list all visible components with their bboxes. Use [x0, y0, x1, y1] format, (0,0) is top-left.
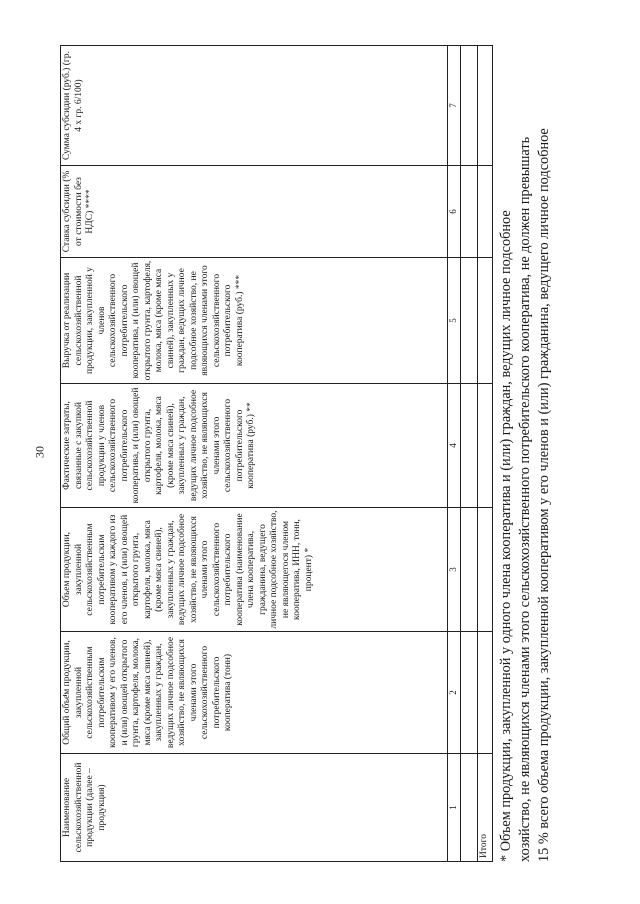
empty-cell: [461, 754, 478, 862]
rotated-content-inner: [60, 42, 580, 862]
empty-cell: [478, 166, 493, 258]
column-number: 1: [448, 754, 461, 862]
subsidy-table: [60, 45, 493, 862]
rotated-content: [60, 42, 580, 862]
header-cell-3: Объем продукции, закупленной сельскохозяйственным потребительским кооперативом у каждого из его членов, и (или) овощей открытого грунта, картофеля, молока, мяса (кроме мяса свиней), закупленных у граждан, ведущих личное подсобное хозяйство, не являющихся членами этого сельскохозяйственного потребительского кооператива (наименование члена кооператива, гражданина, ведущего личное подсобное хозяйство, не являющегося членом кооператива, ИНН, тонн, процент) *: [61, 508, 448, 632]
header-cell-5: Выручка от реализации сельскохозяйственной продукции, закупленной у членов сельскохозяйственного потребительского кооператива, и (или) овощей открытого грунта, картофеля, молока, мяса (кроме мяса свиней), закупленных у граждан, ведущих личное подсобное хозяйство, не являющихся членами этого сельскохозяйственного потребительского кооператива (руб.) ***: [61, 258, 448, 384]
column-number: 7: [448, 46, 461, 166]
empty-cell: [461, 508, 478, 632]
column-number: 5: [448, 258, 461, 384]
empty-cell: [461, 258, 478, 384]
header-cell-4: Фактические затраты, связанные с закупкой сельскохозяйственной продукции у членов сельскохозяйственного потребительского кооператива, и (или) овощей открытого грунта, картофеля, молока, мяса (кроме мяса свиней), закупленных у граждан, ведущих личное подсобное хозяйство, не являющихся членами этого сельскохозяйственного потребительского кооператива (руб.) **: [61, 384, 448, 508]
header-cell-1: Наименование сельскохозяйственной продукции (далее – продукция): [61, 754, 448, 862]
footnote-line-2: хозяйство, не являющихся членами этого сельскохозяйственного потребительского кооператива, не должен превышать: [517, 136, 533, 862]
empty-cell: [461, 384, 478, 508]
table-data-row: [461, 46, 478, 862]
column-number-row: [448, 46, 461, 862]
page-number: 30: [32, 446, 47, 458]
table-header-row: [61, 46, 448, 862]
table-total-row: [478, 46, 493, 862]
empty-cell: [478, 508, 493, 632]
column-number: 6: [448, 166, 461, 258]
empty-cell: [478, 46, 493, 166]
total-label: Итого: [478, 754, 493, 862]
header-cell-7: Сумма субсидии (руб.) (гр. 4 x гр. 6/100): [61, 46, 448, 166]
header-cell-6: Ставка субсидии (% от стоимости без НДС) ****: [61, 166, 448, 258]
empty-cell: [478, 384, 493, 508]
empty-cell: [461, 46, 478, 166]
footnote-line-3: 15 % всего объема продукции, закупленной кооперативом у его членов и (или) гражданина, ведущего личное подсобное: [536, 128, 552, 862]
empty-cell: [461, 632, 478, 754]
column-number: 2: [448, 632, 461, 754]
empty-cell: [461, 166, 478, 258]
footnote-line-1: * Объем продукции, закупленной у одного члена кооператива и (или) граждан, ведущих личное подсобное: [498, 210, 514, 862]
column-number: 3: [448, 508, 461, 632]
footnote: [497, 42, 554, 862]
empty-cell: [478, 258, 493, 384]
column-number: 4: [448, 384, 461, 508]
header-cell-2: Общий объем продукции, закупленной сельскохозяйственным потребительским кооперативом у его членов, и (или) овощей открытого грунта, картофеля, молока, мяса (кроме мяса свиней), закупленных у граждан, ведущих личное подсобное хозяйство, не являющихся членами этого сельскохозяйственного потребительского кооператива (тонн): [61, 632, 448, 754]
empty-cell: [478, 632, 493, 754]
